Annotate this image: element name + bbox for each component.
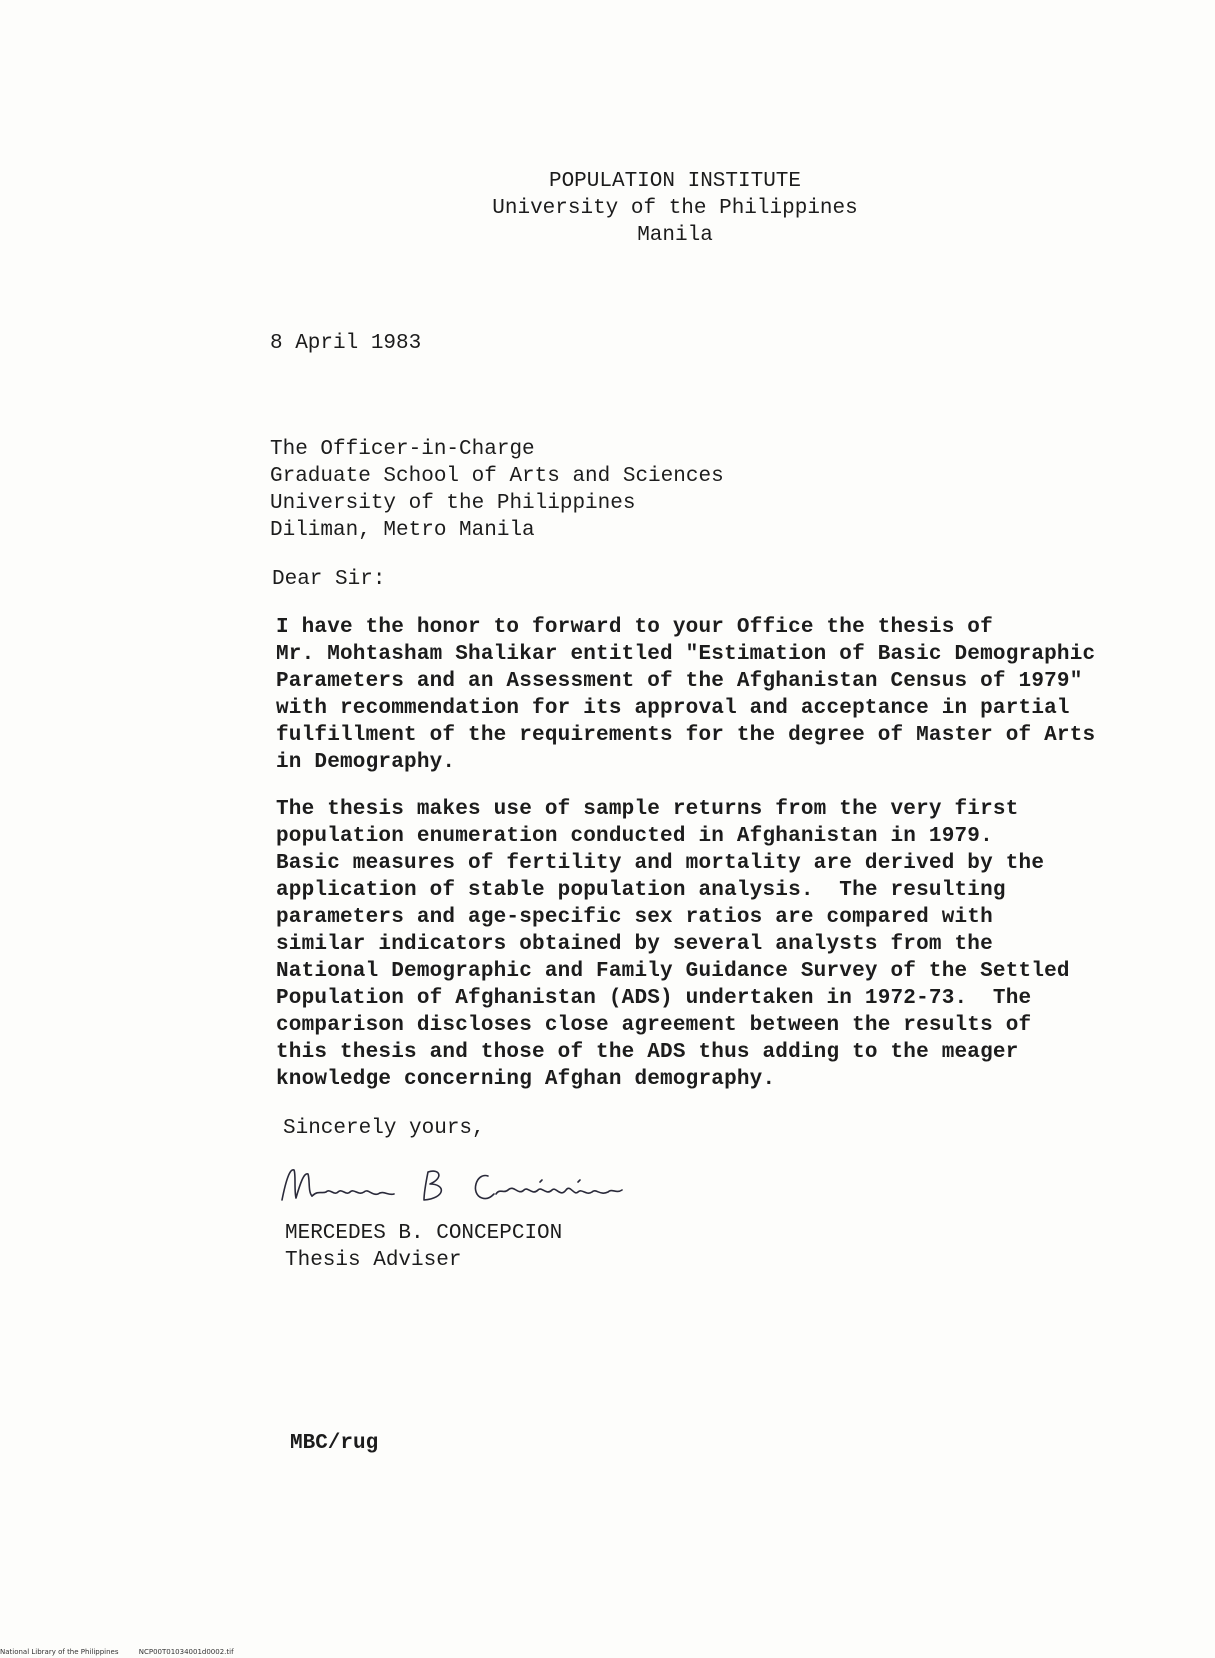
paragraph-line: knowledge concerning Afghan demography. [276,1068,776,1091]
closing: Sincerely yours, [283,1117,485,1140]
paragraph-line: National Demographic and Family Guidance Survey of the Settled [276,960,1070,983]
body-paragraph-2 [276,796,1070,1093]
signer-name: MERCEDES B. CONCEPCION [285,1222,563,1245]
paragraph-line: comparison discloses close agreement between the results of [276,1014,1032,1037]
body-paragraph-1 [276,614,1095,776]
scan-footer [0,1648,252,1656]
paragraph-line: The thesis makes use of sample returns from the very first [276,798,1019,821]
paragraph-line: Population of Afghanistan (ADS) undertaken in 1972-73. The [276,987,1032,1010]
address-line: Graduate School of Arts and Sciences [270,465,724,488]
paragraph-line: application of stable population analysis. The resulting [276,879,1006,902]
footer-file-id: NCP00T01034001d0002.tif [138,1648,234,1656]
paragraph-line: similar indicators obtained by several analysts from the [276,933,993,956]
reference-initials: MBC/rug [290,1432,379,1455]
paragraph-line: Mr. Mohtasham Shalikar entitled "Estimation of Basic Demographic [276,643,1096,666]
recipient-address [270,436,724,544]
paragraph-line: with recommendation for its approval and acceptance in partial [276,697,1070,720]
paragraph-line: population enumeration conducted in Afghanistan in 1979. [276,825,993,848]
paragraph-line: Parameters and an Assessment of the Afghanistan Census of 1979" [276,670,1083,693]
signer-block [285,1220,562,1274]
paragraph-line: Basic measures of fertility and mortality are derived by the [276,852,1045,875]
paragraph-line: this thesis and those of the ADS thus adding to the meager [276,1041,1019,1064]
address-line: Diliman, Metro Manila [270,519,535,542]
institute-name: POPULATION INSTITUTE [548,170,802,193]
address-line: University of the Philippines [270,492,636,515]
university-name: University of the Philippines [492,197,858,220]
paragraph-line: parameters and age-specific sex ratios are compared with [276,906,993,929]
handwritten-signature [278,1160,658,1210]
city-name: Manila [637,224,713,247]
salutation: Dear Sir: [272,568,386,591]
paragraph-line: I have the honor to forward to your Office the thesis of [276,616,993,639]
paragraph-line: in Demography. [276,751,456,774]
paragraph-line: fulfillment of the requirements for the degree of Master of Arts [276,724,1096,747]
footer-library: National Library of the Philippines [0,1648,119,1656]
signer-title: Thesis Adviser [285,1249,462,1272]
letterhead [460,168,890,249]
address-line: The Officer-in-Charge [270,438,535,461]
letter-date: 8 April 1983 [270,332,422,355]
